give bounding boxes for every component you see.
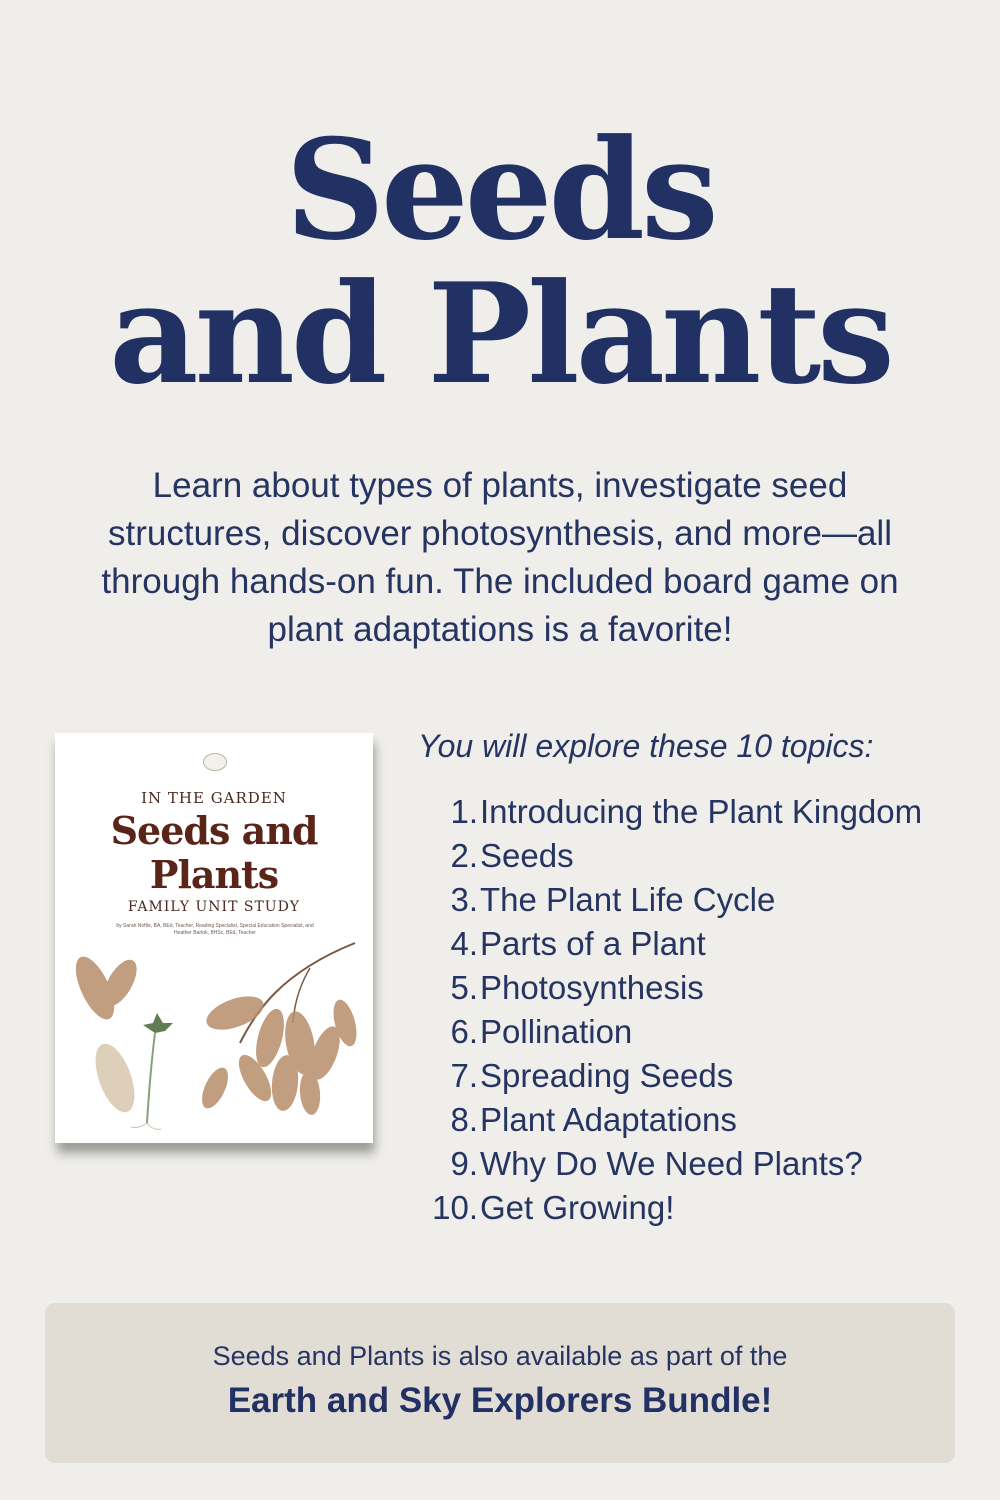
topics-heading: You will explore these 10 topics:: [418, 728, 874, 764]
book-title: [55, 809, 373, 897]
bundle-banner-text: Seeds and Plants is also available as part of the: [212, 1341, 788, 1371]
book-title-line-2: Plants: [149, 852, 279, 897]
intro-text: Learn about types of plants, investigate seed structures, discover photosynthesis, and more—all through hands-on fun. The included board game on plant adaptations is a favorite!: [101, 466, 899, 649]
topics-list: [420, 790, 990, 1230]
list-item: 4.Parts of a Plant: [450, 925, 706, 962]
list-item: 9.Why Do We Need Plants?: [450, 1145, 863, 1182]
list-item: 2.Seeds: [450, 837, 574, 874]
list-item: 1.Introducing the Plant Kingdom: [450, 793, 923, 830]
book-title-line-1: Seeds and: [110, 808, 318, 853]
book-subtitle: FAMILY UNIT STUDY: [127, 899, 301, 915]
title-line-1: Seeds: [285, 108, 715, 271]
list-item: 5.Photosynthesis: [450, 969, 704, 1006]
page-title: [0, 108, 1000, 415]
title-line-2: and Plants: [109, 252, 891, 415]
list-item: 7.Spreading Seeds: [450, 1057, 734, 1094]
maple-seeds-illustration-icon: [55, 893, 373, 1143]
book-kicker: IN THE GARDEN: [141, 789, 287, 807]
list-item: 8.Plant Adaptations: [450, 1101, 737, 1138]
list-item: 10.Get Growing!: [432, 1189, 675, 1226]
list-item: 6.Pollination: [450, 1013, 633, 1050]
book-authors: by Sarah Noftle, BA, BEd, Teacher, Reading Specialist, Special Education Specialist, and Heather Bartok, BHSc, BEd, Teacher: [116, 923, 314, 936]
list-item: 3.The Plant Life Cycle: [450, 881, 776, 918]
bundle-banner[interactable]: [45, 1303, 955, 1463]
bundle-banner-title: Earth and Sky Explorers Bundle!: [227, 1381, 773, 1420]
book-cover-image: [55, 733, 373, 1143]
publisher-logo-icon: [203, 753, 227, 771]
